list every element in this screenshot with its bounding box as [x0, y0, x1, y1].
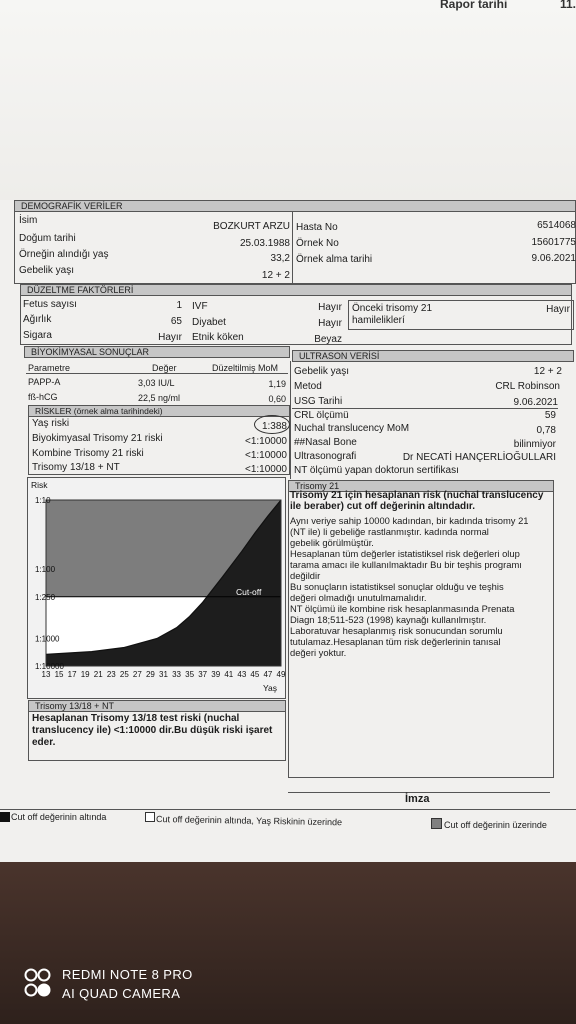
- etnik-value: Beyaz: [314, 334, 342, 345]
- trisomy21-line: Laboratuvar hesaplanmış risk sonucundan sorumlu: [290, 625, 503, 636]
- ornek-no-label: Örnek No: [296, 238, 339, 249]
- trisomy1318-text: Hesaplanan Trisomy 13/18 test riski (nuchal translucency ile) <1:10000 dir.Bu düşük riski işaret eder.: [32, 713, 273, 748]
- x-tick-label: 15: [54, 670, 64, 679]
- legend-swatch-white: [145, 812, 155, 822]
- paper-top-shade: [0, 0, 576, 200]
- biyo-risk-label: Biyokimyasal Trisomy 21 riski: [32, 433, 163, 444]
- dogum-value: 25.03.1988: [239, 238, 290, 249]
- ornek-yas-label: Örneğin alındığı yaş: [19, 249, 109, 260]
- risk-chart-svg: [28, 478, 285, 698]
- legend-rule: [0, 809, 576, 810]
- isim-label: İsim: [19, 215, 38, 226]
- t1318-risk-value: <1:10000: [245, 464, 287, 475]
- sigara-label: Sigara: [23, 330, 52, 341]
- trisomy21-line: tutulamaz.Hesaplanan tüm risk değerlerinin tanısal: [290, 636, 501, 647]
- x-tick-label: 29: [145, 670, 155, 679]
- legend-c: Cut off değerinin üzerinde: [444, 820, 547, 830]
- gebelik-label: Gebelik yaşı: [19, 265, 75, 276]
- ultrasonografi-value: Dr NECATİ HANÇERLİOĞULLARI: [402, 452, 556, 463]
- fetus-value: 1: [176, 300, 182, 311]
- hasta-no-value: 6514068: [537, 220, 576, 231]
- trisomy21-line: Hesaplanan tüm değerler istatistiksel risk değerleri olup: [290, 548, 520, 559]
- kombine-risk-value: <1:10000: [245, 450, 287, 461]
- yas-riski-label: Yaş riski: [32, 418, 70, 429]
- papp-label: PAPP-A: [28, 377, 61, 387]
- ultrason-header: ULTRASON VERİSİ: [292, 350, 574, 362]
- y-tick-label: 1:10: [35, 496, 51, 505]
- demografik-header: DEMOGRAFİK VERİLER: [14, 200, 576, 212]
- biyokimyasal-header: BİYOKİMYASAL SONUÇLAR: [24, 346, 290, 358]
- trisomy21-line: Aynı veriye sahip 10000 kadından, bir kadında trisomy 21: [290, 515, 529, 526]
- nt-mom-value: 0,78: [536, 425, 556, 436]
- watermark-line1: REDMI NOTE 8 PRO: [62, 967, 193, 982]
- x-tick-label: 17: [67, 670, 77, 679]
- us-gebelik-label: Gebelik yaşı: [294, 366, 350, 377]
- x-tick-label: 27: [132, 670, 142, 679]
- riskler-header: RİSKLER (örnek alma tarihindeki): [28, 405, 290, 417]
- x-tick-label: 19: [80, 670, 90, 679]
- biyo-risk-value: <1:10000: [245, 436, 287, 447]
- legend-b: Cut off değerinin altında, Yaş Riskinin üzerinde: [155, 814, 343, 828]
- camera-logo-icon: [24, 967, 52, 999]
- hcg-mom: 0,60: [268, 394, 286, 404]
- trisomy21-line: Diagn 18;511-523 (1998) kaynağı kullanılmıştır.: [290, 614, 487, 625]
- yas-riski-circle: [254, 415, 290, 434]
- nt-sertifika-label: NT ölçümü yapan doktorun sertifikası: [294, 465, 459, 476]
- isim-value: BOZKURT ARZU: [213, 221, 290, 232]
- legend-swatch-black: [0, 812, 10, 822]
- x-tick-label: 41: [224, 670, 234, 679]
- trisomy1318-header: Trisomy 13/18 + NT: [28, 700, 286, 712]
- gebelik-value: 12 + 2: [261, 270, 290, 281]
- ivf-label: IVF: [192, 301, 208, 312]
- nt-mom-label: Nuchal translucency MoM: [294, 423, 410, 434]
- x-tick-label: 13: [41, 670, 51, 679]
- trisomy21-line: NT ölçümü ile kombine risk hesaplanmasında Prenata: [290, 603, 515, 614]
- agirlik-value: 65: [170, 316, 182, 327]
- trisomy21-text: [290, 490, 552, 658]
- x-tick-label: 37: [198, 670, 208, 679]
- diyabet-value: Hayır: [318, 318, 342, 329]
- sigara-value: Hayır: [158, 332, 182, 343]
- biyo-col-mom: Düzeltilmiş MoM: [212, 363, 279, 373]
- x-tick-label: 23: [106, 670, 116, 679]
- y-tick-label: 1:250: [35, 592, 56, 602]
- x-axis-label: Yaş: [262, 683, 277, 693]
- watermark-line2: AI QUAD CAMERA: [62, 986, 181, 1001]
- rapor-tarihi-label: Rapor tarihi: [440, 0, 508, 11]
- trisomy21-line: değildir: [290, 570, 321, 581]
- dogum-label: Doğum tarihi: [19, 233, 76, 244]
- agirlik-label: Ağırlık: [23, 314, 52, 325]
- usg-tarihi-label: USG Tarihi: [294, 396, 343, 407]
- ornek-no-value: 15601775: [531, 237, 576, 248]
- biyo-col-deger: Değer: [152, 363, 177, 373]
- ultrasonografi-label: Ultrasonografi: [294, 451, 357, 462]
- imza-label: İmza: [405, 793, 430, 805]
- x-tick-label: 33: [172, 670, 182, 679]
- usg-tarihi-value: 9.06.2021: [513, 397, 558, 408]
- papp-mom: 1,19: [268, 379, 286, 389]
- x-tick-label: 35: [185, 670, 195, 679]
- trisomy21-line: (NT ile) li gebeliğe rastlanmıştır. kadında normal: [290, 526, 489, 537]
- x-tick-label: 39: [211, 670, 221, 679]
- nasal-label: ##Nasal Bone: [294, 437, 357, 448]
- ultrason-box: [290, 361, 291, 479]
- papp-value: 3,03 IU/L: [138, 378, 175, 388]
- crl-value: 59: [544, 410, 556, 421]
- chart-title: Risk: [31, 480, 48, 490]
- x-tick-label: 45: [250, 670, 260, 679]
- x-tick-label: 25: [119, 670, 129, 679]
- hcg-value: 22,5 ng/ml: [138, 393, 181, 403]
- yas-riski-value: 1:388: [261, 421, 287, 432]
- onceki-value: Hayır: [546, 304, 570, 315]
- crl-label: CRL ölçümü: [294, 410, 349, 421]
- nasal-value: bilinmiyor: [513, 439, 556, 450]
- duzeltme-header: DÜZELTME FAKTÖRLERİ: [20, 284, 572, 296]
- t1318-risk-label: Trisomy 13/18 + NT: [32, 462, 120, 473]
- y-tick-label: 1:100: [35, 565, 56, 575]
- rapor-tarihi-value: 11.: [560, 0, 576, 11]
- cutoff-label: Cut-off: [236, 586, 262, 597]
- trisomy21-bold: Trisomy 21 için hesaplanan risk (nuchal translucency ile beraber) cut off değerinin altındadır.: [290, 490, 544, 512]
- hasta-no-label: Hasta No: [296, 222, 338, 233]
- x-tick-label: 49: [276, 670, 285, 679]
- x-tick-label: 43: [237, 670, 247, 679]
- metod-label: Metod: [294, 381, 322, 392]
- diyabet-label: Diyabet: [192, 317, 226, 328]
- fetus-label: Fetus sayısı: [23, 299, 77, 310]
- risk-chart: [27, 477, 286, 699]
- usg-rule: [292, 408, 558, 409]
- demografik-divider: [292, 211, 293, 284]
- trisomy21-line: değeri yoktur.: [290, 647, 347, 658]
- trisomy21-line: Bu sonuçların istatistiksel sonuçlar olduğu ve teşhis: [290, 581, 504, 592]
- x-tick-label: 31: [159, 670, 168, 679]
- ornek-yas-value: 33,2: [270, 253, 290, 264]
- trisomy21-body: [290, 515, 552, 658]
- trisomy21-line: tarama amacı ile kullanılmaktadır Bu bir teşhis programı: [290, 559, 522, 570]
- ivf-value: Hayır: [318, 302, 342, 313]
- us-gebelik-value: 12 + 2: [533, 366, 562, 377]
- etnik-label: Etnik köken: [192, 332, 244, 343]
- x-tick-label: 47: [263, 670, 273, 679]
- trisomy21-header: Trisomy 21: [288, 480, 554, 492]
- ornek-tarih-value: 9.06.2021: [531, 253, 576, 264]
- legend-a: Cut off değerinin altında: [11, 812, 107, 822]
- trisomy21-line: gebelik görülmüştür.: [290, 537, 374, 548]
- y-tick-label: 1:10000: [35, 662, 64, 671]
- x-tick-label: 21: [93, 670, 103, 679]
- trisomy21-line: değeri olmadığı unutulmamalıdır.: [290, 592, 427, 603]
- metod-value: CRL Robinson: [495, 381, 560, 392]
- hcg-label: fß-hCG: [28, 392, 58, 402]
- y-tick-label: 1:1000: [35, 634, 60, 644]
- legend-swatch-gray: [431, 818, 442, 829]
- kombine-risk-label: Kombine Trisomy 21 riski: [32, 448, 144, 459]
- biyo-rule: [26, 373, 288, 374]
- biyo-col-param: Parametre: [28, 363, 71, 373]
- ornek-tarih-label: Örnek alma tarihi: [296, 254, 373, 265]
- onceki-label: Önceki trisomy 21 hamileliklerí: [352, 303, 433, 326]
